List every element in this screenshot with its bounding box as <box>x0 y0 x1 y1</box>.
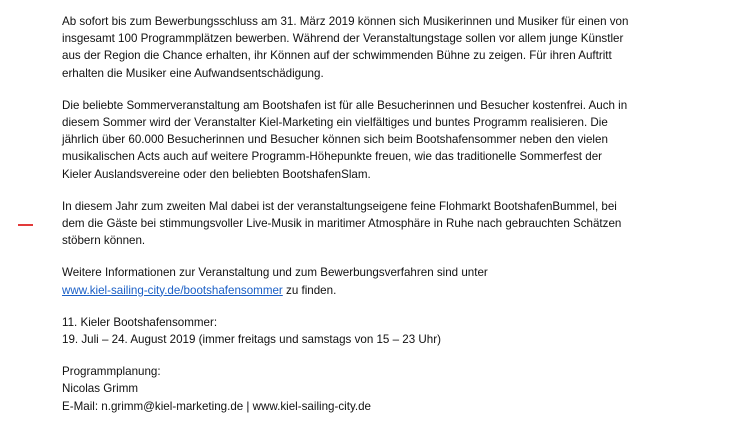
text-line: In diesem Jahr zum zweiten Mal dabei ist der veranstaltungseigene feine Flohmarkt BootshafenBummel, bei <box>62 199 617 213</box>
text-line: aus der Region die Chance erhalten, ihr Können auf der schwimmenden Bühne zu zeigen. Für ihren Auftritt <box>62 49 612 63</box>
text-line: insgesamt 100 Programmplätzen bewerben. Während der Veranstaltungstage sollen vor allem junge Künstler <box>62 32 624 46</box>
text-line: dem die Gäste bei stimmungsvoller Live-Musik in maritimer Atmosphäre in Ruhe nach gebrauchten Schätzen <box>62 217 622 231</box>
paragraph-event-dates <box>62 314 682 348</box>
text-line: Weitere Informationen zur Veranstaltung und zum Bewerbungsverfahren sind unter <box>62 266 488 280</box>
text-line: Kieler Auslandsvereine oder den beliebten BootshafenSlam. <box>62 167 371 181</box>
contact-name: Nicolas Grimm <box>62 382 139 396</box>
text-line: diesem Sommer wird der Veranstalter Kiel-Marketing ein vielfältiges und buntes Programm realisieren. Die <box>62 116 608 130</box>
contact-heading: Programmplanung: <box>62 365 161 379</box>
event-dates: 19. Juli – 24. August 2019 (immer freitags und samstags von 15 – 23 Uhr) <box>62 333 441 347</box>
text-line: musikalischen Acts auch auf weitere Programm-Höhepunkte freuen, wie das traditionelle Sommerfest der <box>62 150 603 164</box>
paragraph-more-info <box>62 264 682 298</box>
paragraph-summer-event <box>62 97 682 183</box>
event-title: 11. Kieler Bootshafensommer: <box>62 315 218 329</box>
text-line: Ab sofort bis zum Bewerbungsschluss am 31. März 2019 können sich Musikerinnen und Musiker für einen von <box>62 15 629 28</box>
text-line: Die beliebte Sommerveranstaltung am Bootshafen ist für alle Besucherinnen und Besucher kostenfrei. Auch in <box>62 98 628 112</box>
paragraph-contact <box>62 363 682 415</box>
paragraph-flea-market <box>62 198 682 250</box>
bootshafensommer-link[interactable]: www.kiel-sailing-city.de/bootshafensommer <box>62 283 283 297</box>
text-line: erhalten die Musiker eine Aufwandsentschädigung. <box>62 66 324 80</box>
paragraph-application <box>62 13 682 82</box>
margin-change-mark <box>18 224 33 226</box>
text-line: stöbern können. <box>62 234 146 248</box>
link-suffix-text: zu finden. <box>282 283 337 297</box>
text-line <box>62 282 682 299</box>
text-line: jährlich über 60.000 Besucherinnen und Besucher können sich beim Bootshafensommer neben den vielen <box>62 133 608 147</box>
document-page <box>62 13 682 430</box>
contact-email: E-Mail: n.grimm@kiel-marketing.de | www.kiel-sailing-city.de <box>62 399 371 413</box>
